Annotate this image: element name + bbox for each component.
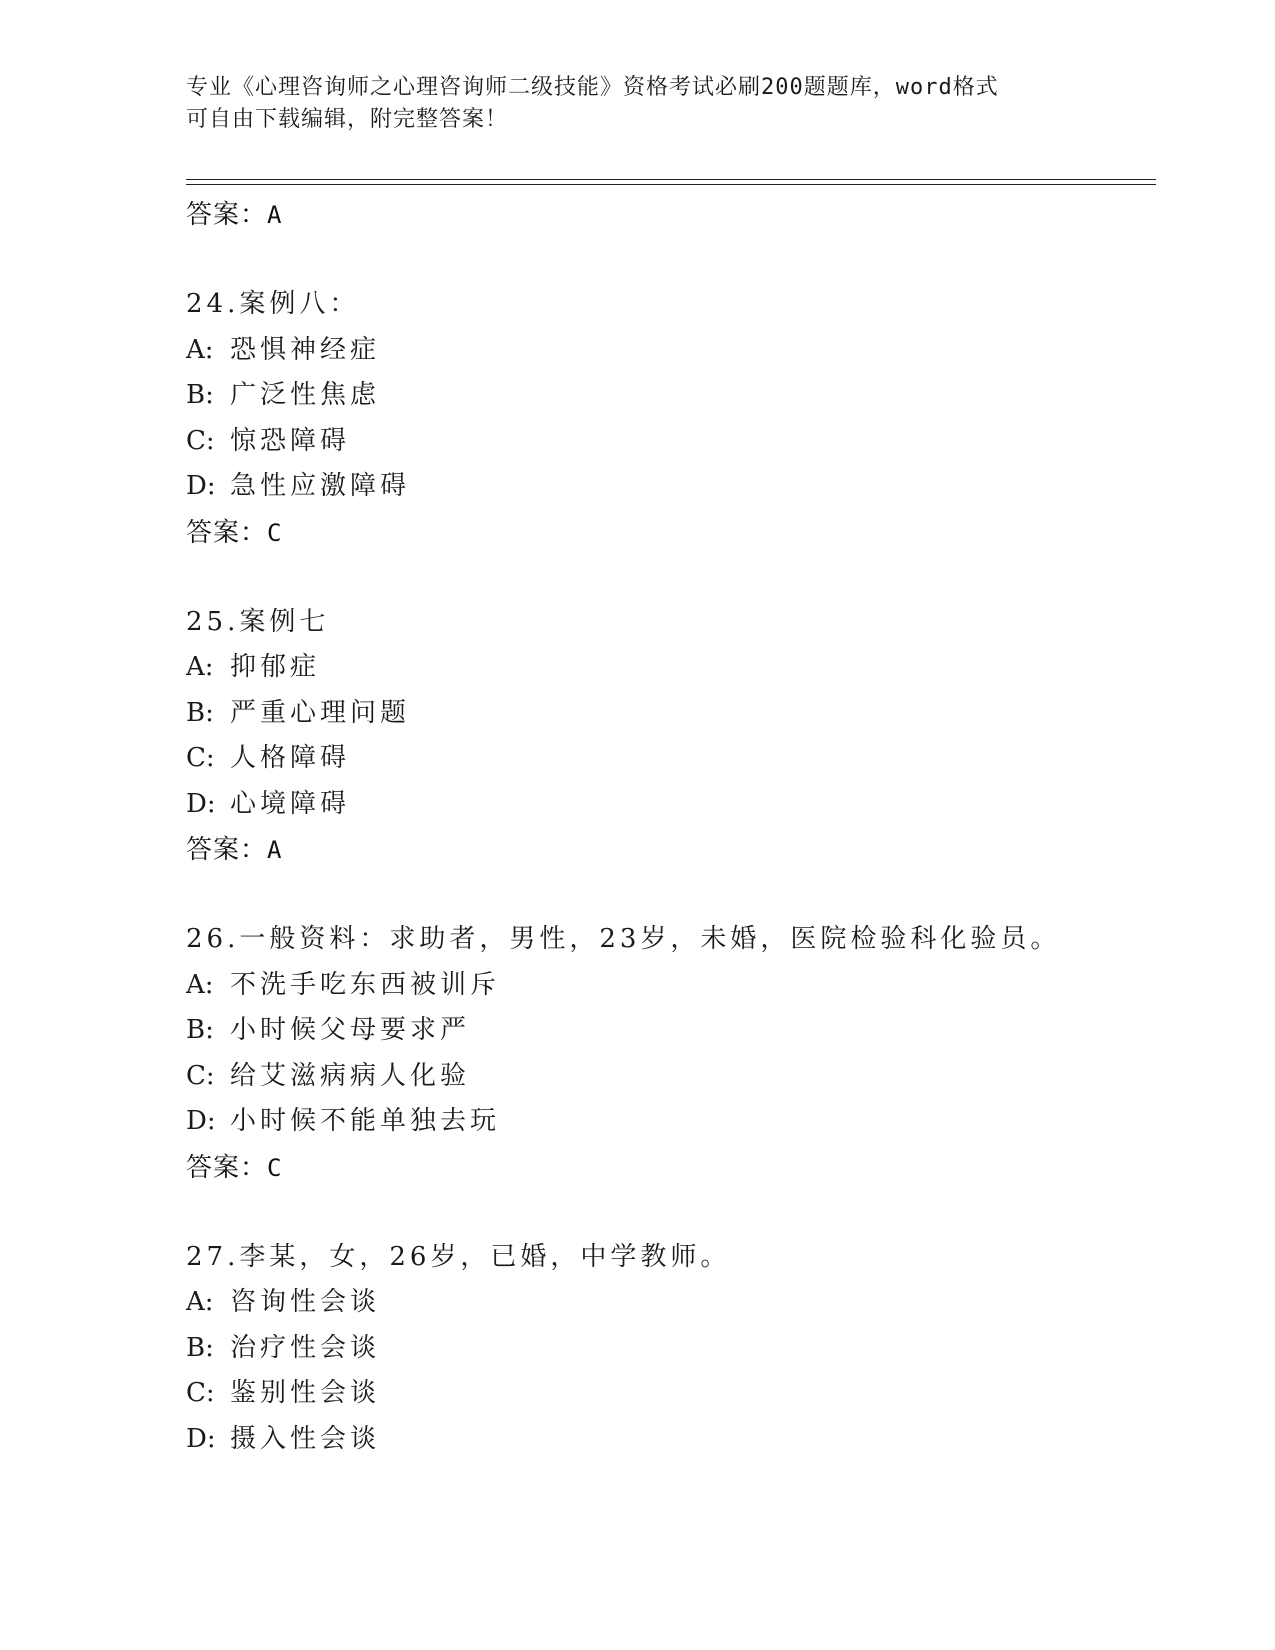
option-text: 严重心理问题 [230, 697, 411, 728]
question-26 [186, 917, 1166, 1191]
option-text: 摄入性会谈 [230, 1423, 381, 1454]
answer-line [186, 510, 1166, 556]
option-text: 抑郁症 [230, 652, 321, 682]
option-label: D: [186, 1106, 216, 1136]
answer-value: C [267, 1153, 283, 1182]
question-24 [186, 282, 1166, 556]
option-text: 惊恐障碍 [230, 425, 351, 456]
option-label: A: [186, 1287, 214, 1317]
answer-line [186, 827, 1166, 873]
question-25 [186, 600, 1166, 874]
header-line-1: 专业《心理咨询师之心理咨询师二级技能》资格考试必刷200题题库，word格式 [186, 75, 999, 100]
option-text: 不洗手吃东西被训斥 [230, 969, 501, 1000]
option-d [186, 782, 1166, 828]
option-label: A: [186, 969, 214, 1000]
answer-value: A [267, 836, 283, 864]
header-divider-bottom [186, 184, 1156, 185]
option-a [186, 963, 1166, 1009]
option-d [186, 1417, 1166, 1463]
option-a [186, 328, 1166, 374]
option-a [186, 1280, 1166, 1326]
header-divider-top [186, 179, 1156, 180]
option-label: B: [186, 380, 214, 410]
option-label: C: [186, 1060, 215, 1091]
option-b [186, 1008, 1166, 1054]
option-text: 小时候不能单独去玩 [230, 1106, 501, 1136]
option-text: 给艾滋病病人化验 [230, 1060, 471, 1091]
option-label: B: [186, 697, 214, 728]
option-label: C: [186, 1378, 215, 1408]
option-text: 广泛性焦虑 [230, 380, 381, 410]
option-d [186, 464, 1166, 510]
option-text: 心境障碍 [230, 788, 351, 819]
answer-line [186, 192, 1166, 238]
option-c [186, 736, 1166, 782]
question-list [186, 192, 1166, 1462]
question-title: 27.李某，女，26岁，已婚，中学教师。 [186, 1241, 731, 1272]
option-d [186, 1099, 1166, 1145]
option-label: A: [186, 334, 214, 365]
answer-value: A [267, 201, 283, 229]
question-title: 24.案例八： [186, 289, 360, 319]
option-label: D: [186, 471, 216, 501]
header-line-2: 可自由下载编辑，附完整答案！ [186, 107, 509, 132]
option-c [186, 1054, 1166, 1100]
option-b [186, 1326, 1166, 1372]
option-label: B: [186, 1015, 214, 1045]
option-label: A: [186, 652, 214, 682]
option-c [186, 1371, 1166, 1417]
option-label: C: [186, 425, 215, 456]
option-label: D: [186, 788, 216, 819]
answer-label: 答案： [186, 1152, 268, 1183]
option-text: 咨询性会谈 [230, 1287, 381, 1317]
option-b [186, 691, 1166, 737]
option-a [186, 645, 1166, 691]
answer-label: 答案： [186, 835, 268, 865]
option-text: 治疗性会谈 [230, 1332, 381, 1363]
option-label: D: [186, 1423, 216, 1454]
page-header [186, 72, 1086, 136]
question-27 [186, 1235, 1166, 1463]
option-text: 恐惧神经症 [230, 334, 381, 365]
answer-label: 答案： [186, 517, 268, 548]
option-b [186, 373, 1166, 419]
option-text: 小时候父母要求严 [230, 1015, 471, 1045]
option-text: 急性应激障碍 [230, 471, 411, 501]
answer-label: 答案： [186, 200, 268, 230]
option-text: 鉴别性会谈 [230, 1378, 381, 1408]
question-title: 26.一般资料：求助者，男性，23岁，未婚，医院检验科化验员。 [186, 924, 1061, 954]
option-c [186, 419, 1166, 465]
answer-line [186, 1145, 1166, 1191]
option-text: 人格障碍 [230, 743, 351, 773]
option-label: C: [186, 743, 215, 773]
question-title: 25.案例七 [186, 606, 330, 637]
answer-value: C [267, 518, 283, 547]
option-label: B: [186, 1332, 214, 1363]
